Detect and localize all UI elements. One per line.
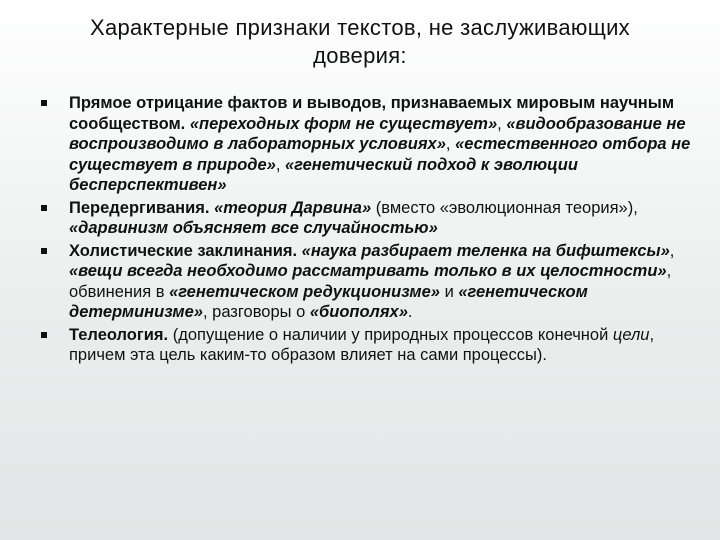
body-text: , обвинения в [69, 262, 672, 301]
bullet-teleology [0, 325, 720, 366]
body-text: (допущение о наличии у природных процессов конечной [168, 325, 613, 344]
quote-text: «генетическом редукционизме» [169, 282, 440, 301]
bullet-direct-denial [0, 93, 720, 196]
quote-text: «переходных форм не существует» [189, 114, 498, 133]
bullet-holistic-spells [0, 241, 720, 323]
quote-text: «теория Дарвина» [214, 198, 372, 217]
square-bullet-icon [41, 100, 47, 106]
body-text: , разговоры о [202, 303, 310, 321]
square-bullet-icon [41, 248, 47, 254]
bullet-heading: Передергивания. [69, 198, 210, 217]
bullet-heading: Телеология. [69, 325, 169, 344]
body-text: (вместо «эволюционная теория»), [371, 198, 638, 217]
quote-text: «наука разбирает теленка на бифштексы» [301, 241, 670, 260]
square-bullet-icon [41, 205, 47, 211]
quote-text: «генетический подход к эволюции бесперспективен» [69, 155, 578, 194]
body-text: . [407, 303, 413, 321]
slide-title-line-1: Характерные признаки текстов, не заслуживающих [90, 15, 630, 40]
quote-text: «биополях» [309, 303, 408, 321]
quote-text: «естественного отбора не существует в природе» [69, 135, 691, 174]
bullet-heading: Прямое отрицание фактов и выводов, признаваемых мировым научным сообществом. [69, 94, 675, 133]
body-text: , причем эта цель каким-то образом влияет на сами процессы). [69, 325, 655, 364]
italic-term: цели [612, 325, 650, 344]
bullet-heading: Холистические заклинания. [69, 241, 298, 260]
separator: , [275, 155, 285, 174]
quote-text: «дарвинизм объясняет все случайностью» [69, 219, 438, 237]
quote-text: «генетическом детерминизме» [69, 282, 588, 321]
slide-title-line-2: доверия: [313, 43, 407, 68]
bullet-distortions [0, 198, 720, 239]
slide-title [30, 14, 690, 70]
bullet-list [0, 93, 720, 368]
separator: , [497, 114, 507, 133]
quote-text: «видообразование не воспроизводимо в лабораторных условиях» [69, 114, 686, 153]
body-text: и [439, 282, 459, 301]
square-bullet-icon [41, 332, 47, 338]
quote-text: «вещи всегда необходимо рассматривать только в их целостности» [69, 262, 667, 280]
separator: , [669, 241, 675, 260]
separator: , [445, 135, 456, 153]
